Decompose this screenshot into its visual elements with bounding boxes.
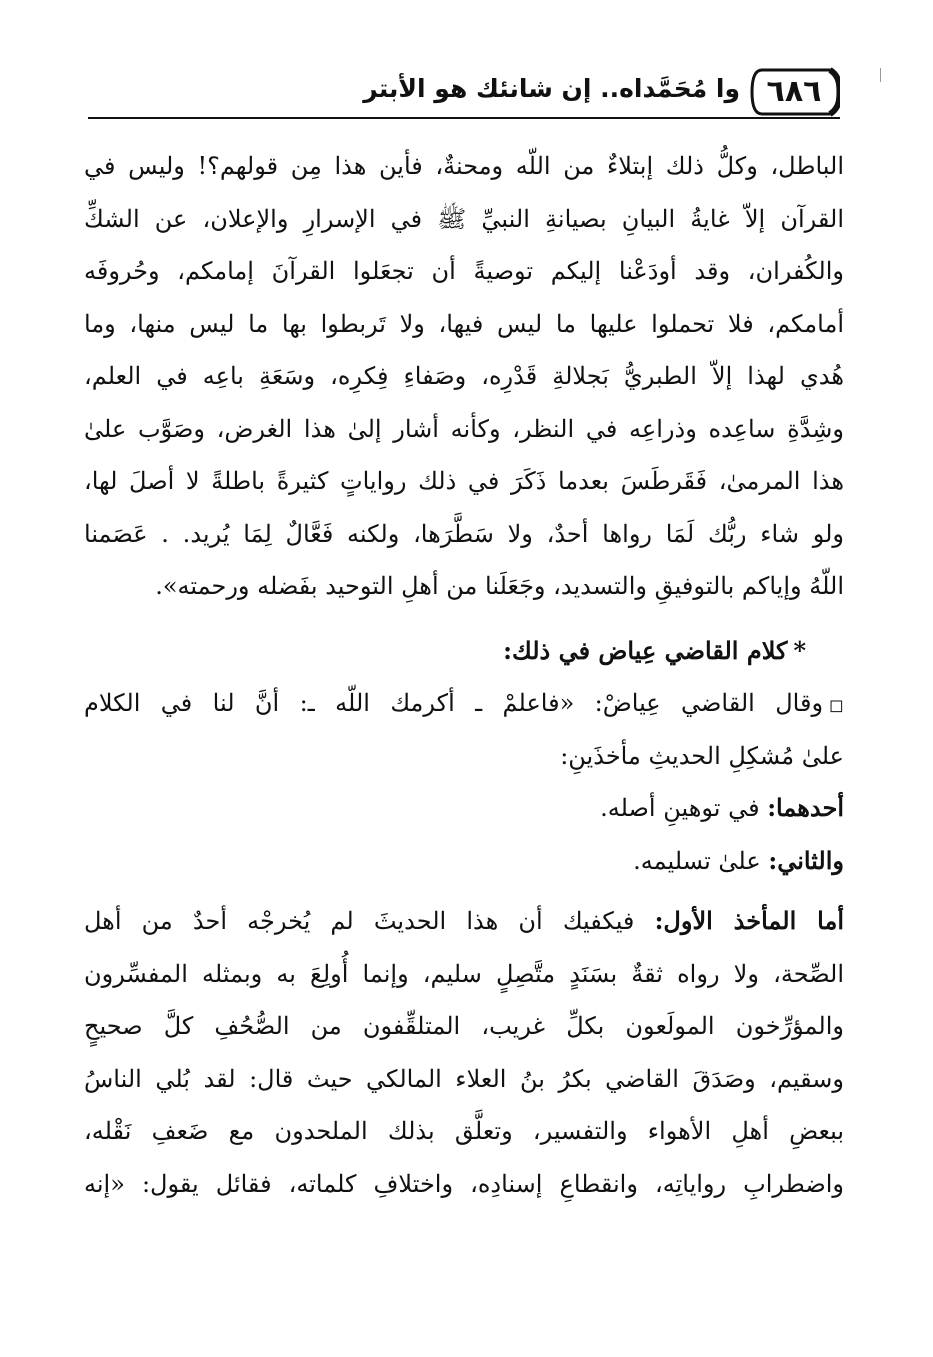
page-number: ٦٨٦ <box>766 74 822 109</box>
paragraph-lead-text: فيكفيك أن هذا الحديثَ لم يُخرجْه أحدٌ من أهل <box>84 907 635 935</box>
text-line: وشِدَّةِ ساعِده وذراعِه في النظر، وكأنه أشار إلىٰ هذا الغرض، وصَوَّب علىٰ <box>84 414 844 443</box>
text-line: الصِّحة، ولا رواه ثقةٌ بسَنَدٍ متَّصِلٍ سليم، وإنما أُولِعَ به وبمثله المفسِّرون <box>84 959 844 988</box>
text-line: وسقيم، وصَدَقَ القاضي بكرُ بنُ العلاء المالكي حيث قال: لقد بُلي الناسُ <box>84 1064 844 1093</box>
list-item <box>84 782 844 835</box>
item-text: في توهينِ أصله. <box>600 794 760 822</box>
header-rule <box>88 117 840 119</box>
text-line <box>84 677 844 730</box>
page-header <box>88 62 840 126</box>
list-item <box>84 835 844 888</box>
text-line: هذا المرمىٰ، فَقَرطَسَ بعدما ذَكَرَ في ذلك رواياتٍ كثيرةً باطلةً لا أصلَ لها، <box>84 467 844 495</box>
text-line: هُدي لهذا إلاّ الطبريُّ بَجلالةِ قَدْرِه، وصَفاءِ فِكرِه، وسَعَةِ باعِه في العلم، <box>84 362 844 390</box>
page-body <box>84 140 844 1210</box>
text-line: والمؤرِّخون المولَعون بكلِّ غريب، المتلقِّفون من الصُّحُفِ كلَّ صحيحٍ <box>84 1012 844 1040</box>
text-line: والكُفران، وقد أودَعْنا إليكم توصيةً أن تجعَلوا القرآنَ إمامكم، وحُروفَه <box>84 257 844 285</box>
square-bullet-icon: ◻ <box>829 695 844 716</box>
text-line <box>84 895 844 948</box>
quote-line: وقال القاضي عِياضْ: «فاعلمْ ـ أكرمك اللّه ـ: أنَّ لنا في الكلام <box>84 689 824 717</box>
text-line: الباطل، وكلُّ ذلك إبتلاءٌ من اللّه ومحنةٌ، فأين هذا مِن قولهم؟! وليس في <box>84 152 844 180</box>
star-icon: * <box>793 635 806 665</box>
page-number-badge <box>748 62 840 122</box>
running-title: وا مُحَمَّداه.. إن شانئك هو الأبتر <box>363 74 740 103</box>
item-label: أحدهما: <box>767 793 844 822</box>
section-heading <box>84 625 844 678</box>
text-line: اللّهُ وإياكم بالتوفيقِ والتسديد، وجَعَلَنا من أهلِ التوحيد بفَضله ورحمته». <box>155 572 844 600</box>
margin-mark <box>880 68 881 82</box>
item-text: علىٰ تسليمه. <box>633 846 761 875</box>
paragraph-lead: أما المأخذ الأول: <box>654 906 844 935</box>
text-line: علىٰ مُشكِلِ الحديثِ مأخذَينِ: <box>560 741 844 770</box>
text-line: ببعضِ أهلِ الأهواء والتفسير، وتعلَّق بذلك الملحدون مع ضَعفِ نَقْله، <box>84 1117 844 1145</box>
section-heading-text: كلام القاضي عِياض في ذلك: <box>503 635 788 665</box>
text-line: القرآن إلاّ غايةُ البيانِ بصيانةِ النبيِّ ﷺ في الإسرارِ والإعلان، عن الشكِّ <box>84 204 844 233</box>
text-line: واضطرابِ رواياتِه، وانقطاعِ إسنادِه، واختلافِ كلماته، فقائل يقول: «إنه <box>84 1169 844 1198</box>
text-line: ولو شاء ربُّك لَمَا رواها أحدٌ، ولا سَطَّرَها، ولكنه فَعَّالٌ لِمَا يُريد. . عَصَمنا <box>84 519 844 548</box>
item-label: والثاني: <box>768 845 844 875</box>
text-line: أمامكم، فلا تحملوا عليها ما ليس فيها، ولا تَربطوا بها ما ليس منها، وما <box>84 309 844 338</box>
